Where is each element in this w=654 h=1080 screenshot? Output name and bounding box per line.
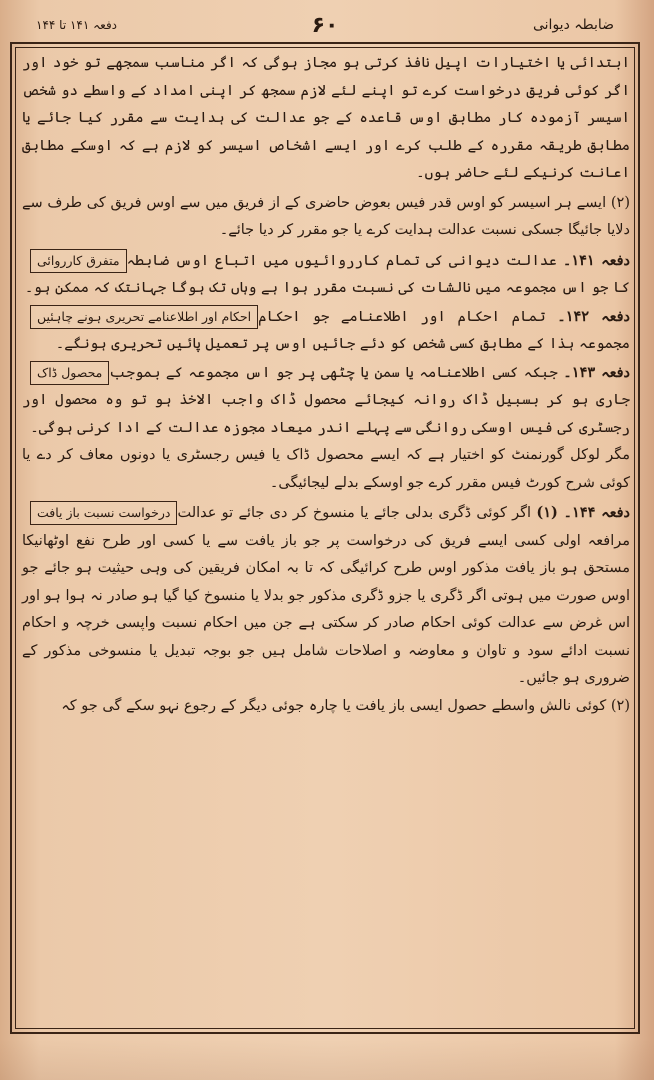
section-heading: دفعہ ۱۴۴۔ (۱) [536, 504, 631, 521]
margin-note: محصول ڈاک [30, 361, 109, 385]
page-header [36, 10, 614, 40]
paragraph: (۲) ایسے ہر اسیسر کو اوس قدر فیس بعوض حاضری کے از فریق میں سے اوس فریق کی طرف سے دلایا جائیگا جسکی نسبت عدالت ہدایت کرے یا جو مقرر کر دیا جائے۔ [22, 194, 630, 238]
section-142 [22, 303, 630, 359]
margin-note: متفرق کارروائی [30, 249, 127, 273]
section-heading: دفعہ ۱۴۲۔ [557, 307, 630, 325]
paragraph: ابتدائی یا اختیارات اپیل نافذ کرتی ہو مجاز ہوگی کہ اگر مناسب سمجھے تو خود اور اگر کوئی فریق درخواست کرے تو اپنے لئے لازم سمجھ کر اپنی امداد کے واسطے دو شخص اسیسر آزمودہ کار مطابق اوس قاعدہ کے جو عدالت کی ہدایت سے مقرر کیا جائے یا مطابق طریقہ مقررہ کے طلب کرے اور ایسے اشخاص اسیسر کو لازم ہے کہ اوسکے مطابق اعانت کرنیکے لئے حاضر ہوں۔ [22, 55, 630, 181]
section-text: جبکہ کسی اطلاعنامہ یا سمن یا چٹھی پر جو اس مجموعہ کے بموجب جاری ہو کر بسبیل ڈاک روانہ کیجائے محصول ڈاک واجب الاخذ ہو تو وہ محصول اور رجسٹری کی فیس اوسکی روانگی سے پہلے اندر میعاد مجوزہ عدالت کے ادا کرنی ہوگی۔ [22, 364, 630, 436]
page-bottom-edge [0, 1040, 654, 1080]
section-141 [22, 247, 630, 303]
section-text: اگر کوئی ڈگری بدلی جائے یا منسوخ کر دی جائے تو عدالت مرافعہ اولی کسی ایسے فریق کی درخواست پر جو باز یافت سے یا کسی اور طرح نفع اوٹھانیکا مستحق ہو باز یافت مذکور اوس طرح کرائیگی کہ تا بہ امکان فریقین کی وہی حیثیت ہو جائے جو اوس صورت میں ہوتی اگر ڈگری یا جزو ڈگری مذکور جو بدلا یا منسوخ کیا گیا ہو صادر نہ ہوا ہو اور اس غرض سے عدالت کوئی احکام صادر کر سکتی ہے جن میں احکام نسبت واپسی خرچہ و احکام نسبت ادائے سود و تاوان و معاوضہ و اصلاحات شامل ہیں جو بوجہ تبدیل یا منسوخی مذکور کے ضروری ہو جائیں۔ [22, 505, 630, 686]
section-144 [22, 499, 630, 693]
subsection-2: (۲) کوئی نالش واسطے حصول ایسی باز یافت یا چارہ جوئی دیگر کے رجوع نہو سکے گی جو کہ [61, 697, 630, 714]
page-number: ۶۰ [311, 12, 339, 38]
section-143 [22, 359, 630, 443]
section-text: عدالت دیوانی کی تمام کارروائیوں میں اتباع اوس ضابطہ کا جو اس مجموعہ میں نالشات کی نسبت مقرر ہوا ہے وہاں تک ہوگا جہانتک کہ ممکن ہو۔ [24, 252, 630, 296]
section-heading: دفعہ ۱۴۱۔ [562, 251, 631, 269]
section-text: تمام احکام اور اطلاعنامے جو احکام مجموعہ ہذا کے مطابق کسی شخص کو دئے جائیں اوس پر تعمیل پائیں تحریری ہونگے۔ [55, 308, 630, 352]
running-title: ضابطہ دیوانی [532, 17, 614, 33]
section-heading: دفعہ ۱۴۳۔ [563, 363, 630, 381]
margin-note: احکام اور اطلاعنامے تحریری ہونے چاہئیں [30, 305, 258, 329]
page-body [22, 50, 630, 722]
section-range: دفعہ ۱۴۱ تا ۱۴۴ [36, 18, 118, 32]
paragraph: مگر لوکل گورنمنٹ کو اختیار ہے کہ ایسے محصول ڈاک یا فیس رجسٹری یا دونوں معاف کر دے یا کوئی شرح کورٹ فیس مقرر کرے جو اوسکے بدلے لیجائیگی۔ [22, 447, 630, 491]
margin-note: درخواست نسبت باز یافت [30, 501, 177, 525]
